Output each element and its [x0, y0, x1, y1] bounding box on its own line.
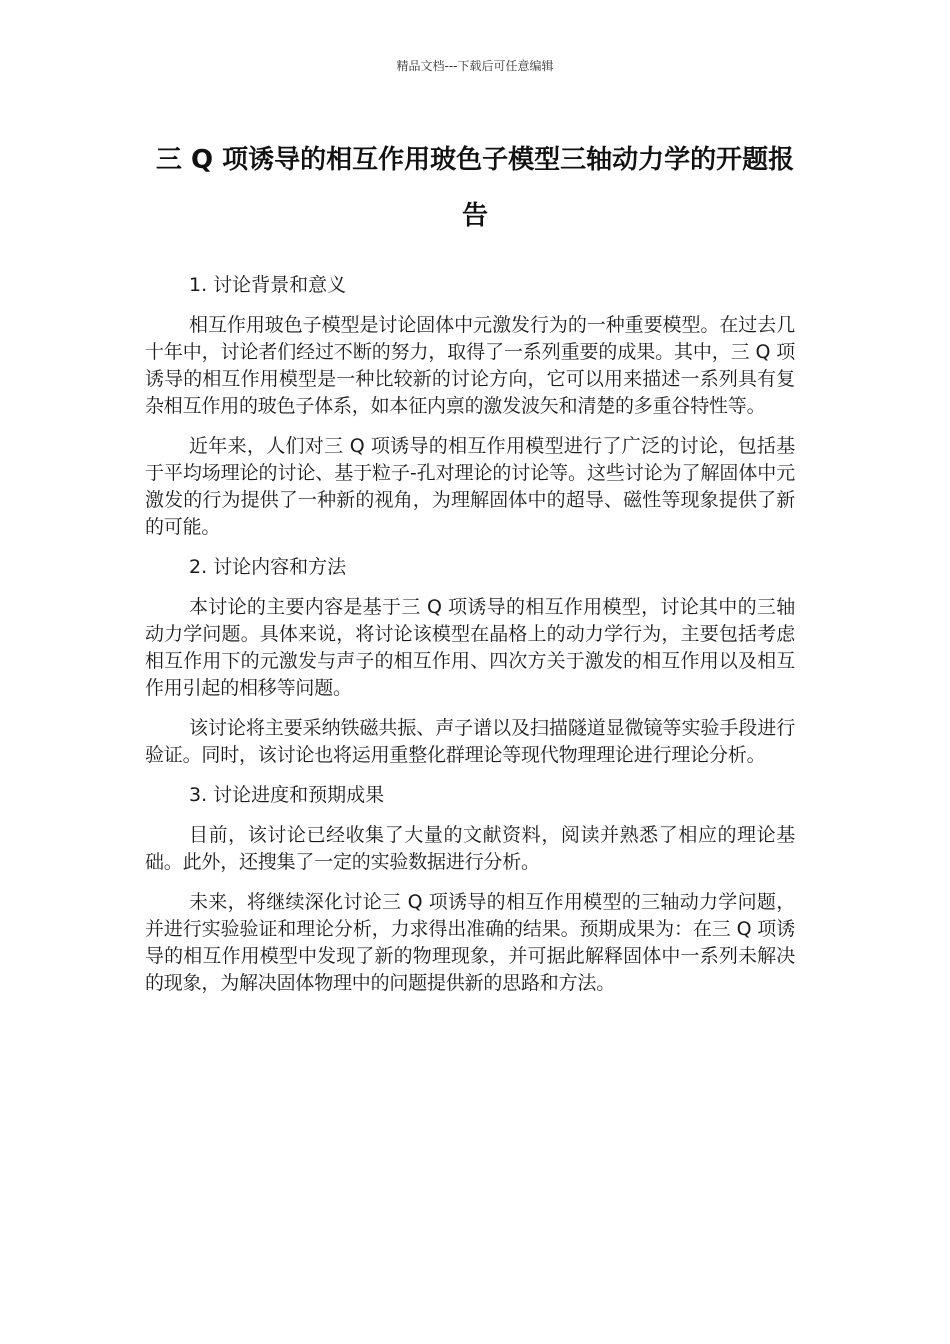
- header-note: 精品文档---下载后可任意编辑: [396, 59, 554, 73]
- section-progress-outcomes: [145, 782, 795, 997]
- document-title: 三 Q 项诱导的相互作用玻色子模型三轴动力学的开题报告: [155, 145, 795, 231]
- paragraph: 近年来，人们对三 Q 项诱导的相互作用模型进行了广泛的讨论，包括基于平均场理论的讨论、基于粒子-孔对理论的讨论等。这些讨论为了解固体中元激发的行为提供了一种新的视角，为理解固体中的超导、磁性等现象提供了新的可能。: [145, 435, 795, 538]
- paragraph: 相互作用玻色子模型是讨论固体中元激发行为的一种重要模型。在过去几十年中，讨论者们经过不断的努力，取得了一系列重要的成果。其中，三 Q 项诱导的相互作用模型是一种比较新的讨论方向，它可以用来描述一系列具有复杂相互作用的玻色子体系，如本征内禀的激发波矢和清楚的多重谷特性等。: [145, 314, 795, 417]
- paragraph: 目前，该讨论已经收集了大量的文献资料，阅读并熟悉了相应的理论基础。此外，还搜集了一定的实验数据进行分析。: [145, 824, 795, 873]
- section-heading: 2. 讨论内容和方法: [189, 556, 347, 578]
- section-heading: 1. 讨论背景和意义: [189, 274, 347, 296]
- document-body: [145, 272, 795, 1010]
- section-background: [145, 272, 795, 541]
- paragraph: 本讨论的主要内容是基于三 Q 项诱导的相互作用模型，讨论其中的三轴动力学问题。具体来说，将讨论该模型在晶格上的动力学行为，主要包括考虑相互作用下的元激发与声子的相互作用、四次方关于激发的相互作用以及相互作用引起的相移等问题。: [145, 596, 795, 699]
- section-heading: 3. 讨论进度和预期成果: [189, 784, 385, 806]
- paragraph: 该讨论将主要采纳铁磁共振、声子谱以及扫描隧道显微镜等实验手段进行验证。同时，该讨论也将运用重整化群理论等现代物理理论进行理论分析。: [145, 717, 795, 766]
- paragraph: 未来，将继续深化讨论三 Q 项诱导的相互作用模型的三轴动力学问题，并进行实验验证和理论分析，力求得出准确的结果。预期成果为：在三 Q 项诱导的相互作用模型中发现了新的物理现象，并可据此解释固体中一系列未解决的现象，为解决固体物理中的问题提供新的思路和方法。: [145, 891, 795, 994]
- section-content-methods: [145, 554, 795, 769]
